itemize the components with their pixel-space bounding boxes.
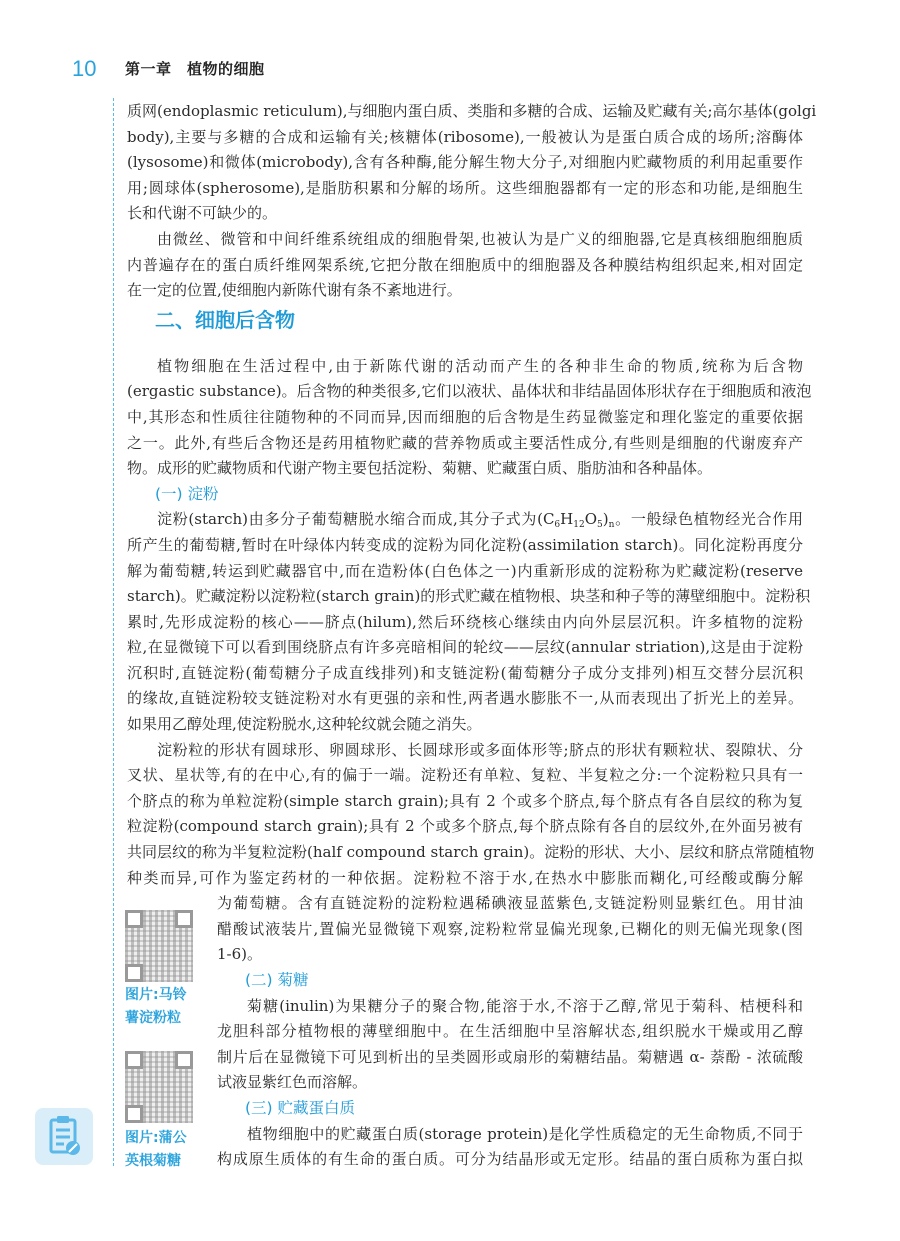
text-line: 的缘故,直链淀粉较支链淀粉对水有更强的亲和性,两者遇水膨胀不一,从而表现出了折光上的差异。 <box>127 689 803 708</box>
formula-subscript: 6 <box>554 520 561 531</box>
paragraph <box>217 1122 803 1173</box>
text-line: body),主要与多糖的合成和运输有关;核糖体(ribosome),一般被认为是蛋白质合成的场所;溶酶体 <box>127 127 803 146</box>
page-number: 10 <box>72 56 97 81</box>
paragraph <box>127 507 811 737</box>
text-line: 粒,在显微镜下可以看到围绕脐点有许多亮暗相间的轮纹——层纹(annular striation),这是由于淀粉 <box>127 638 803 657</box>
formula-subscript: n <box>608 520 615 531</box>
text-segment: 。一般绿色植物经光合作用 <box>614 510 803 529</box>
text-line: 由微丝、微管和中间纤维系统组成的细胞骨架,也被认为是广义的细胞器,它是真核细胞细胞质 <box>157 229 803 248</box>
caption-line: 薯淀粉粒 <box>125 1010 181 1026</box>
text-line: 种类而异,可作为鉴定药材的一种依据。淀粉粒不溶于水,在热水中膨胀而糊化,可经酸或酶分解 <box>127 868 803 887</box>
subsection-heading: (二) 菊糖 <box>245 971 309 989</box>
qr-caption-dandelion-inulin <box>125 1127 187 1173</box>
text-line: 内普遍存在的蛋白质纤维网架系统,它把分散在细胞质中的细胞器及各种膜结构组织起来,相对固定 <box>127 255 803 274</box>
qr-code-dandelion-inulin[interactable] <box>125 1051 193 1123</box>
text-line: 试液显紫红色而溶解。 <box>217 1073 368 1092</box>
margin-divider <box>113 98 114 1166</box>
subsection-heading: (三) 贮藏蛋白质 <box>245 1098 356 1117</box>
text-line: 所产生的葡萄糖,暂时在叶绿体内转变成的淀粉为同化淀粉(assimilation starch)。同化淀粉再度分 <box>127 535 803 554</box>
text-line: 菊糖(inulin)为果糖分子的聚合物,能溶于水,不溶于乙醇,常见于菊科、桔梗科和 <box>247 996 803 1015</box>
text-line: 累时,先形成淀粉的核心——脐点(hilum),然后环绕核心继续由内向外层层沉积。许多植物的淀粉 <box>127 612 803 631</box>
text-segment: 淀粉(starch)由多分子葡萄糖脱水缩合而成,其分子式为(C <box>157 510 555 529</box>
text-line: 个脐点的称为单粒淀粉(simple starch grain);具有 2 个或多个脐点,每个脐点有各自层纹的称为复 <box>127 791 803 810</box>
text-line: 质网(endoplasmic reticulum),与细胞内蛋白质、类脂和多糖的合成、运输及贮藏有关;高尔基体(golgi <box>127 102 817 120</box>
text-segment: O <box>584 510 598 529</box>
chapter-title: 第一章 植物的细胞 <box>125 60 265 78</box>
section-heading: 二、细胞后含物 <box>155 307 295 332</box>
text-line: 龙胆科部分植物根的薄壁细胞中。在生活细胞中呈溶解状态,组织脱水干燥或用乙醇 <box>217 1022 803 1041</box>
text-segment: ) <box>602 510 609 529</box>
text-line: 淀粉粒的形状有圆球形、卵圆球形、长圆球形或多面体形等;脐点的形状有颗粒状、裂隙状、分 <box>157 740 803 759</box>
qr-code-potato-starch[interactable] <box>125 910 193 982</box>
text-line <box>127 507 803 533</box>
paragraph <box>217 994 803 1096</box>
main-text <box>127 99 817 1173</box>
paragraph <box>217 891 803 968</box>
caption-line: 图片:马铃 <box>125 987 187 1003</box>
paragraph <box>127 227 803 304</box>
text-line: 1-6)。 <box>217 945 263 964</box>
text-line: 醋酸试液装片,置偏光显微镜下观察,淀粉粒常显偏光现象,已糊化的则无偏光现象(图 <box>217 919 803 938</box>
text-line: 植物细胞中的贮藏蛋白质(storage protein)是化学性质稳定的无生命物质,不同于 <box>247 1124 803 1143</box>
text-line: 解为葡萄糖,转运到贮藏器官中,而在造粉体(白色体之一)内重新形成的淀粉称为贮藏淀粉(reserve <box>127 561 803 580</box>
clipboard-note-icon[interactable] <box>35 1108 93 1165</box>
text-line: (ergastic substance)。后含物的种类很多,它们以液状、晶体状和非结晶固体形状存在于细胞质和液泡 <box>127 382 812 401</box>
text-line: 粒淀粉(compound starch grain);具有 2 个或多个脐点,每个脐点除有各自的层纹外,在外面另被有 <box>127 817 803 836</box>
text-line: 共同层纹的称为半复粒淀粉(half compound starch grain)。淀粉的形状、大小、层纹和脐点常随植物 <box>127 843 815 862</box>
caption-line: 图片:蒲公 <box>125 1130 187 1146</box>
text-line: 植物细胞在生活过程中,由于新陈代谢的活动而产生的各种非生命的物质,统称为后含物 <box>157 356 803 375</box>
text-line: 之一。此外,有些后含物还是药用植物贮藏的营养物质或主要活性成分,有些则是细胞的代谢废弃产 <box>127 433 803 452</box>
text-line: 构成原生质体的有生命的蛋白质。可分为结晶形或无定形。结晶的蛋白质称为蛋白拟 <box>217 1150 803 1169</box>
text-line: (lysosome)和微体(microbody),含有各种酶,能分解生物大分子,对细胞内贮藏物质的利用起重要作 <box>127 153 803 172</box>
text-line: 如果用乙醇处理,使淀粉脱水,这种轮纹就会随之消失。 <box>127 715 482 734</box>
formula-subscript: 12 <box>573 520 585 531</box>
formula-subscript: 5 <box>597 520 603 531</box>
paragraph <box>127 354 812 482</box>
text-segment: H <box>560 510 574 529</box>
subsection-heading: (一) 淀粉 <box>155 484 219 503</box>
text-line: 中,其形态和性质往往随物种的不同而异,因而细胞的后含物是生药显微鉴定和理化鉴定的重要依据 <box>127 407 803 426</box>
text-line: starch)。贮藏淀粉以淀粉粒(starch grain)的形式贮藏在植物根、块茎和种子等的薄壁细胞中。淀粉积 <box>127 587 811 606</box>
text-line: 叉状、星状等,有的在中心,有的偏于一端。淀粉还有单粒、复粒、半复粒之分:一个淀粉粒只具有一 <box>127 766 803 785</box>
paragraph <box>127 738 815 892</box>
text-line: 用;圆球体(spherosome),是脂肪积累和分解的场所。这些细胞器都有一定的形态和功能,是细胞生 <box>127 178 803 197</box>
caption-line: 英根菊糖 <box>125 1153 181 1169</box>
text-line: 在一定的位置,使细胞内新陈代谢有条不紊地进行。 <box>127 281 462 300</box>
text-line: 长和代谢不可缺少的。 <box>127 204 278 223</box>
qr-caption-potato-starch <box>125 984 187 1030</box>
text-line: 为葡萄糖。含有直链淀粉的淀粉粒遇稀碘液显蓝紫色,支链淀粉则显紫红色。用甘油 <box>217 894 803 913</box>
text-line: 物。成形的贮藏物质和代谢产物主要包括淀粉、菊糖、贮藏蛋白质、脂肪油和各种晶体。 <box>127 459 713 478</box>
text-line: 沉积时,直链淀粉(葡萄糖分子成直线排列)和支链淀粉(葡萄糖分子成分支排列)相互交替分层沉积 <box>127 663 803 682</box>
text-line: 制片后在显微镜下可见到析出的呈类圆形或扇形的菊糖结晶。菊糖遇 α- 萘酚 - 浓硫酸 <box>217 1047 803 1066</box>
paragraph <box>127 99 817 227</box>
